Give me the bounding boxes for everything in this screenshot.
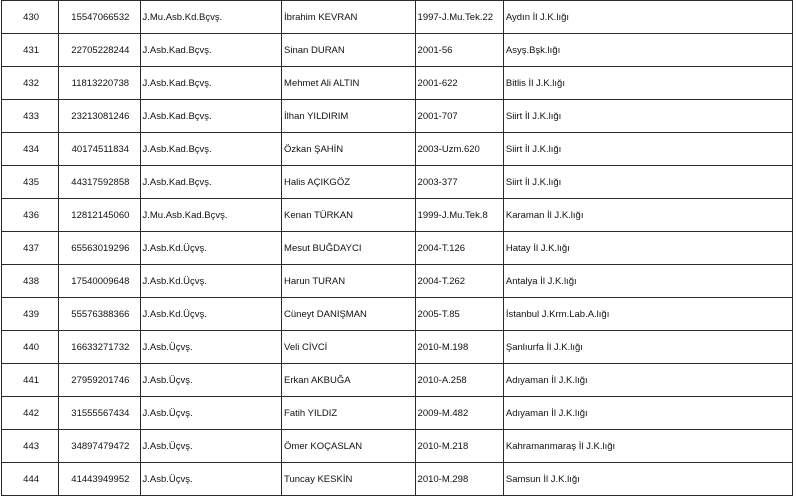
full-name: İbrahim KEVRAN: [282, 1, 416, 34]
id-number: 34897479472: [59, 430, 140, 463]
table-row: [2, 100, 793, 133]
rank: J.Asb.Üçvş.: [140, 364, 282, 397]
id-number: 44317592858: [59, 166, 140, 199]
table-row: [2, 133, 793, 166]
full-name: Mehmet Ali ALTIN: [282, 67, 416, 100]
row-number: 434: [2, 133, 59, 166]
table-row: [2, 166, 793, 199]
full-name: İlhan YILDIRIM: [282, 100, 416, 133]
full-name: Kenan TÜRKAN: [282, 199, 416, 232]
rank: J.Asb.Kd.Üçvş.: [140, 265, 282, 298]
full-name: Harun TURAN: [282, 265, 416, 298]
rank: J.Asb.Üçvş.: [140, 331, 282, 364]
row-number: 437: [2, 232, 59, 265]
unit: Siirt İl J.K.lığı: [503, 100, 792, 133]
full-name: Fatih YILDIZ: [282, 397, 416, 430]
id-number: 22705228244: [59, 34, 140, 67]
registry-number: 2004-T.262: [415, 265, 503, 298]
id-number: 40174511834: [59, 133, 140, 166]
row-number: 431: [2, 34, 59, 67]
full-name: Erkan AKBUĞA: [282, 364, 416, 397]
rank: J.Asb.Kd.Üçvş.: [140, 298, 282, 331]
id-number: 16633271732: [59, 331, 140, 364]
table-row: [2, 364, 793, 397]
registry-number: 2003-Uzm.620: [415, 133, 503, 166]
rank: J.Asb.Kd.Üçvş.: [140, 232, 282, 265]
table-row: [2, 430, 793, 463]
registry-number: 2001-56: [415, 34, 503, 67]
registry-number: 2001-707: [415, 100, 503, 133]
id-number: 15547066532: [59, 1, 140, 34]
table-row: [2, 298, 793, 331]
unit: Siirt İl J.K.lığı: [503, 166, 792, 199]
table-row: [2, 232, 793, 265]
id-number: 27959201746: [59, 364, 140, 397]
full-name: Veli CİVCİ: [282, 331, 416, 364]
row-number: 436: [2, 199, 59, 232]
row-number: 438: [2, 265, 59, 298]
id-number: 23213081246: [59, 100, 140, 133]
registry-number: 2010-M.298: [415, 463, 503, 496]
registry-number: 1999-J.Mu.Tek.8: [415, 199, 503, 232]
full-name: Sinan DURAN: [282, 34, 416, 67]
table-row: [2, 331, 793, 364]
rank: J.Asb.Üçvş.: [140, 463, 282, 496]
full-name: Mesut BUĞDAYCI: [282, 232, 416, 265]
rank: J.Asb.Kad.Bçvş.: [140, 166, 282, 199]
unit: Şanlıurfa İl J.K.lığı: [503, 331, 792, 364]
registry-number: 2003-377: [415, 166, 503, 199]
row-number: 440: [2, 331, 59, 364]
registry-number: 2001-622: [415, 67, 503, 100]
row-number: 432: [2, 67, 59, 100]
row-number: 433: [2, 100, 59, 133]
id-number: 17540009648: [59, 265, 140, 298]
unit: Adıyaman İl J.K.lığı: [503, 364, 792, 397]
table-row: [2, 265, 793, 298]
table-row: [2, 67, 793, 100]
rank: J.Asb.Üçvş.: [140, 397, 282, 430]
unit: Siirt İl J.K.lığı: [503, 133, 792, 166]
row-number: 439: [2, 298, 59, 331]
full-name: Tuncay KESKİN: [282, 463, 416, 496]
unit: Aydın İl J.K.lığı: [503, 1, 792, 34]
rank: J.Asb.Kad.Bçvş.: [140, 133, 282, 166]
row-number: 442: [2, 397, 59, 430]
rank: J.Asb.Kad.Bçvş.: [140, 34, 282, 67]
id-number: 65563019296: [59, 232, 140, 265]
unit: İstanbul J.Krm.Lab.A.lığı: [503, 298, 792, 331]
full-name: Halis AÇIKGÖZ: [282, 166, 416, 199]
registry-number: 1997-J.Mu.Tek.22: [415, 1, 503, 34]
unit: Hatay İl J.K.lığı: [503, 232, 792, 265]
id-number: 55576388366: [59, 298, 140, 331]
unit: Karaman İl J.K.lığı: [503, 199, 792, 232]
rank: J.Mu.Asb.Kad.Bçvş.: [140, 199, 282, 232]
row-number: 430: [2, 1, 59, 34]
personnel-table: [1, 0, 793, 496]
row-number: 443: [2, 430, 59, 463]
unit: Adıyaman İl J.K.lığı: [503, 397, 792, 430]
registry-number: 2010-M.218: [415, 430, 503, 463]
unit: Asyş.Bşk.lığı: [503, 34, 792, 67]
rank: J.Mu.Asb.Kd.Bçvş.: [140, 1, 282, 34]
registry-number: 2004-T.126: [415, 232, 503, 265]
registry-number: 2010-M.198: [415, 331, 503, 364]
table-row: [2, 34, 793, 67]
row-number: 435: [2, 166, 59, 199]
rank: J.Asb.Üçvş.: [140, 430, 282, 463]
table-row: [2, 199, 793, 232]
table-row: [2, 1, 793, 34]
unit: Bitlis İl J.K.lığı: [503, 67, 792, 100]
rank: J.Asb.Kad.Bçvş.: [140, 67, 282, 100]
full-name: Cüneyt DANIŞMAN: [282, 298, 416, 331]
id-number: 12812145060: [59, 199, 140, 232]
registry-number: 2005-T.85: [415, 298, 503, 331]
id-number: 41443949952: [59, 463, 140, 496]
rank: J.Asb.Kad.Bçvş.: [140, 100, 282, 133]
full-name: Özkan ŞAHİN: [282, 133, 416, 166]
unit: Antalya İl J.K.lığı: [503, 265, 792, 298]
row-number: 444: [2, 463, 59, 496]
table-row: [2, 463, 793, 496]
table-row: [2, 397, 793, 430]
registry-number: 2009-M.482: [415, 397, 503, 430]
unit: Kahramanmaraş İl J.K.lığı: [503, 430, 792, 463]
unit: Samsun İl J.K.lığı: [503, 463, 792, 496]
id-number: 11813220738: [59, 67, 140, 100]
id-number: 31555567434: [59, 397, 140, 430]
registry-number: 2010-A.258: [415, 364, 503, 397]
full-name: Ömer KOÇASLAN: [282, 430, 416, 463]
row-number: 441: [2, 364, 59, 397]
